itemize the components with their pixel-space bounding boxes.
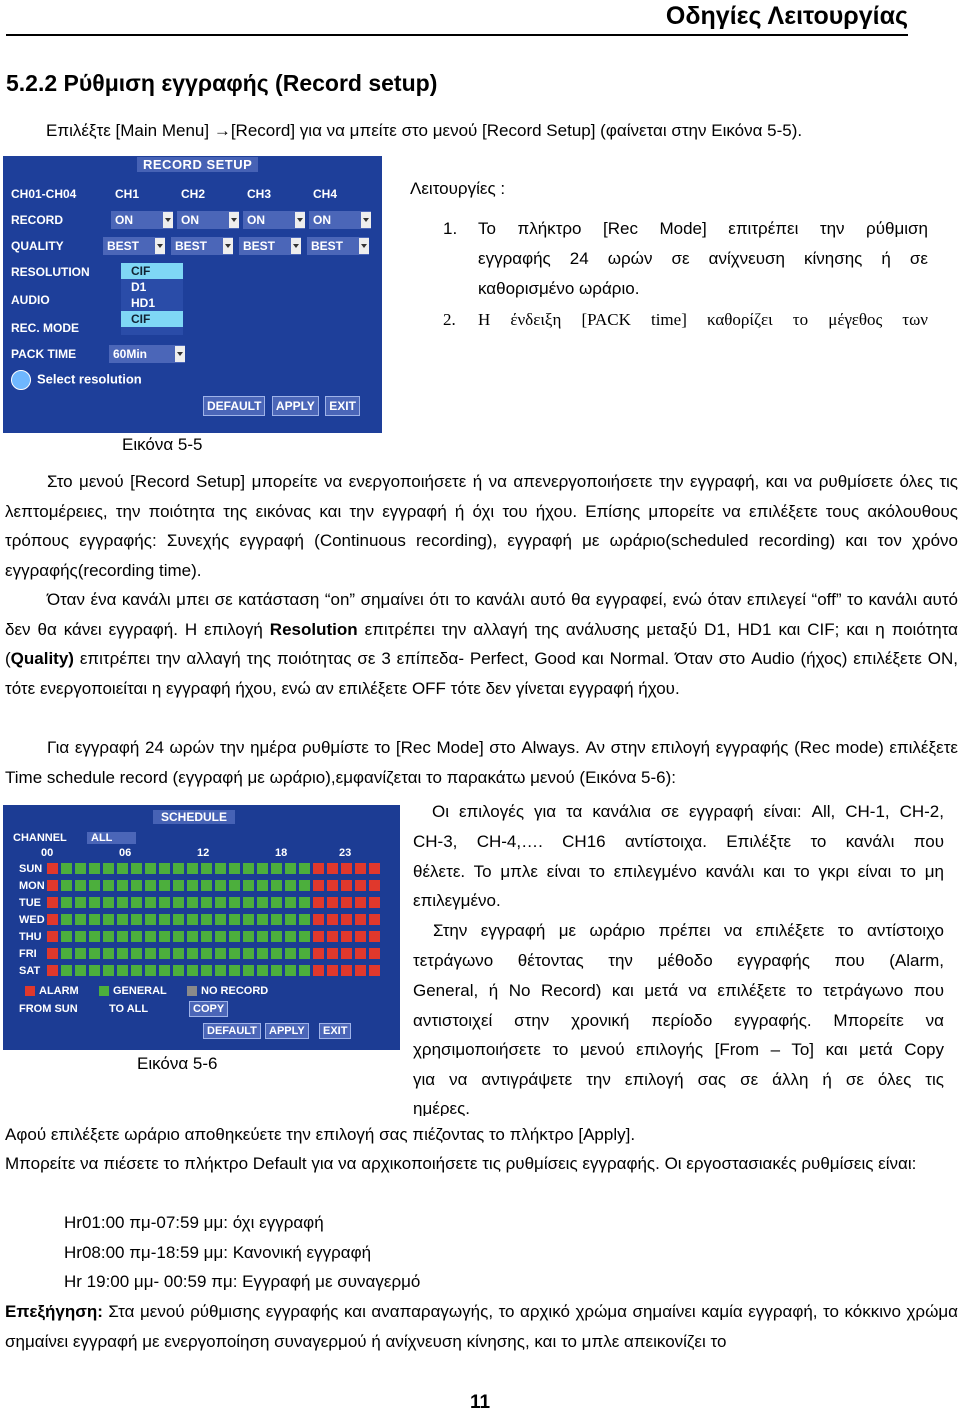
page-number: 11: [469, 1392, 491, 1413]
schedule-cell: [187, 863, 198, 874]
schedule-cell: [299, 948, 310, 959]
schedule-cell: [299, 931, 310, 942]
schedule-cell: [327, 948, 338, 959]
schedule-cell: [327, 897, 338, 908]
schedule-cell: [355, 914, 366, 925]
figure-caption: Εικόνα 5-5: [122, 435, 203, 454]
resolution-dropdown: [121, 263, 183, 335]
schedule-cell: [61, 948, 72, 959]
document-header-title: Οδηγίες Λειτουργίας: [665, 2, 908, 30]
record-setup-screenshot: [3, 156, 382, 433]
schedule-cell: [75, 914, 86, 925]
record-setup-buttons: [203, 396, 362, 416]
schedule-cell: [215, 914, 226, 925]
channel-label: CHANNEL: [13, 832, 67, 844]
schedule-cell: [131, 880, 142, 891]
schedule-cell: [327, 880, 338, 891]
schedule-cell: [117, 880, 128, 891]
schedule-cell: [229, 863, 240, 874]
channel-header: CH2: [181, 187, 206, 201]
schedule-cell: [159, 897, 170, 908]
schedule-cell: [131, 931, 142, 942]
schedule-cell: [201, 948, 212, 959]
schedule-cell: [369, 880, 380, 891]
resolution-option: D1: [131, 280, 147, 294]
schedule-cell: [201, 880, 212, 891]
schedule-cell: [159, 914, 170, 925]
quality-select: BEST: [307, 237, 369, 255]
schedule-cell: [103, 914, 114, 925]
channel-header-row: [3, 184, 382, 206]
schedule-cell: [313, 863, 324, 874]
schedule-text-line: επιλεγμένο.: [413, 891, 501, 910]
schedule-cell: [215, 880, 226, 891]
schedule-cell: [173, 863, 184, 874]
schedule-cell: [215, 897, 226, 908]
schedule-cell: [341, 863, 352, 874]
schedule-cell: [159, 880, 170, 891]
schedule-cell: [103, 880, 114, 891]
schedule-cell: [173, 965, 184, 976]
schedule-cell: [173, 948, 184, 959]
schedule-cell: [103, 948, 114, 959]
pack-time-label: PACK TIME: [11, 347, 77, 361]
schedule-cell: [103, 931, 114, 942]
schedule-cell: [341, 897, 352, 908]
schedule-cell: [89, 897, 100, 908]
schedule-cell: [89, 965, 100, 976]
schedule-cell: [243, 931, 254, 942]
schedule-cell: [313, 931, 324, 942]
schedule-cell: [201, 965, 212, 976]
schedule-cell: [103, 965, 114, 976]
schedule-cell: [257, 931, 268, 942]
schedule-cell: [89, 948, 100, 959]
schedule-cell: [47, 965, 58, 976]
schedule-cell: [313, 880, 324, 891]
schedule-cell: [215, 965, 226, 976]
schedule-cell: [271, 897, 282, 908]
hour-label: 12: [197, 847, 210, 859]
schedule-cell: [173, 880, 184, 891]
schedule-cell: [271, 914, 282, 925]
record-select: ON: [309, 211, 371, 229]
schedule-cell: [89, 880, 100, 891]
functions-heading: Λειτουργίες :: [410, 179, 506, 198]
schedule-cell: [47, 880, 58, 891]
resolution-option: CIF: [121, 263, 183, 279]
schedule-text-line: Οι επιλογές για τα κανάλια σε εγγραφή είναι: All, CH-1, CH-2,: [432, 802, 944, 821]
hour-label: 06: [119, 847, 132, 859]
schedule-cell: [159, 931, 170, 942]
schedule-cell: [117, 863, 128, 874]
schedule-cell: [187, 948, 198, 959]
hour-label: 23: [339, 847, 352, 859]
schedule-text-line: για να αντιγράψετε την επιλογή σας σε άλλη ή σε όλες τις: [413, 1070, 944, 1089]
schedule-cell: [369, 914, 380, 925]
default-paragraph: Μπορείτε να πιέσετε το πλήκτρο Default για να αρχικοποιήσετε τις ρυθμίσεις εγγραφής. Οι εργοστασιακές ρυθμίσεις είναι:: [5, 1154, 917, 1173]
schedule-cell: [131, 863, 142, 874]
day-label: FRI: [19, 948, 37, 960]
schedule-cell: [285, 914, 296, 925]
schedule-cell: [271, 948, 282, 959]
schedule-cell: [229, 965, 240, 976]
schedule-cell: [299, 914, 310, 925]
header-divider: [6, 34, 908, 36]
quality-select: BEST: [103, 237, 165, 255]
schedule-cell: [187, 880, 198, 891]
schedule-cell: [341, 948, 352, 959]
schedule-text-line: ημέρες.: [413, 1099, 470, 1116]
day-label: TUE: [19, 897, 41, 909]
resolution-row: [3, 262, 382, 284]
schedule-cell: [243, 965, 254, 976]
schedule-cell: [271, 863, 282, 874]
schedule-cell: [285, 948, 296, 959]
body-paragraph: Για εγγραφή 24 ωρών την ημέρα ρυθμίστε το [Rec Mode] στο Always. Αν στην επιλογή εγγραφής (Rec mode) επιλέξετε Time schedule record (εγγραφή με ωράριο),εμφανίζεται το παρακάτω μενού (Εικόνα 5-6):: [5, 738, 958, 787]
schedule-cell: [271, 965, 282, 976]
schedule-cell: [47, 931, 58, 942]
resolution-label: RESOLUTION: [11, 265, 90, 279]
pack-time-row: [3, 344, 382, 366]
schedule-cell: [341, 931, 352, 942]
schedule-cell: [229, 914, 240, 925]
schedule-cell: [173, 897, 184, 908]
audio-label: AUDIO: [11, 293, 50, 307]
channel-header: CH4: [313, 187, 338, 201]
schedule-cell: [131, 897, 142, 908]
schedule-cell: [327, 863, 338, 874]
schedule-text-line: Στην εγγραφή με ωράριο πρέπει να επιλέξετε το αντίστοιχο: [433, 921, 944, 940]
quality-select: BEST: [239, 237, 301, 255]
schedule-cell: [75, 931, 86, 942]
schedule-cell: [117, 965, 128, 976]
schedule-cell: [327, 931, 338, 942]
schedule-cell: [47, 897, 58, 908]
schedule-cell: [229, 897, 240, 908]
schedule-cell: [117, 931, 128, 942]
function-item-number: 2.: [443, 310, 456, 329]
globe-icon: [11, 370, 31, 390]
schedule-cell: [61, 880, 72, 891]
function-item-line: καθορισμένο ωράριο.: [478, 279, 640, 298]
function-item-line: εγγραφής 24 ωρών σε ανίχνευση κίνησης ή σε: [478, 249, 928, 268]
hour-label: 00: [41, 847, 54, 859]
schedule-text-line: θέλετε. Το μπλε είναι το επιλεγμένο κανάλι και το γκρι είναι το μη: [413, 862, 944, 881]
schedule-cell: [299, 965, 310, 976]
schedule-cell: [131, 948, 142, 959]
schedule-cell: [243, 863, 254, 874]
schedule-text-line: αντιστοιχεί στην χρονική περίοδο εγγραφής. Μπορείτε να: [413, 1011, 944, 1030]
hour-label: 18: [275, 847, 288, 859]
schedule-cell: [75, 948, 86, 959]
function-item-number: 1.: [443, 219, 458, 238]
schedule-cell: [201, 863, 212, 874]
schedule-cell: [369, 897, 380, 908]
record-setup-title: RECORD SETUP: [137, 157, 258, 172]
schedule-cell: [75, 880, 86, 891]
schedule-cell: [271, 880, 282, 891]
function-item-line: Η ένδειξη [PACK time] καθορίζει το μέγεθος των: [478, 310, 928, 329]
schedule-cell: [131, 914, 142, 925]
schedule-cell: [355, 931, 366, 942]
schedule-text-line: CH-3, CH-4,…. CH16 αντίστοιχα. Επιλέξτε το κανάλι που: [413, 832, 944, 851]
schedule-cell: [145, 880, 156, 891]
schedule-cell: [145, 931, 156, 942]
schedule-cell: [61, 931, 72, 942]
schedule-cell: [257, 914, 268, 925]
schedule-cell: [173, 931, 184, 942]
schedule-cell: [313, 948, 324, 959]
figure-caption: Εικόνα 5-6: [137, 1054, 218, 1073]
schedule-cell: [369, 948, 380, 959]
schedule-cell: [61, 965, 72, 976]
schedule-cell: [117, 914, 128, 925]
schedule-cell: [75, 897, 86, 908]
schedule-cell: [201, 897, 212, 908]
schedule-cell: [369, 931, 380, 942]
schedule-cell: [243, 897, 254, 908]
schedule-cell: [159, 948, 170, 959]
schedule-cell: [369, 965, 380, 976]
rec-mode-label: REC. MODE: [11, 321, 80, 335]
schedule-cell: [75, 863, 86, 874]
apply-note: Αφού επιλέξετε ωράριο αποθηκεύετε την επιλογή σας πιέζοντας το πλήκτρο [Apply].: [5, 1125, 636, 1144]
schedule-screenshot: [3, 805, 400, 1050]
schedule-cell: [271, 931, 282, 942]
schedule-cell: [355, 948, 366, 959]
record-select: ON: [243, 211, 305, 229]
rec-mode-row: [3, 318, 382, 340]
schedule-cell: [299, 863, 310, 874]
default-button: DEFAULT: [203, 396, 265, 416]
pack-time-select: 60Min: [109, 345, 185, 363]
channel-group-label: CH01-CH04: [11, 187, 77, 201]
audio-row: [3, 290, 382, 312]
day-label: THU: [19, 931, 42, 943]
schedule-cell: [61, 914, 72, 925]
quality-label: QUALITY: [11, 239, 64, 253]
schedule-cell: [145, 965, 156, 976]
quality-select: BEST: [171, 237, 233, 255]
schedule-cell: [187, 897, 198, 908]
schedule-cell: [369, 863, 380, 874]
apply-button: APPLY: [265, 1023, 309, 1039]
schedule-cell: [215, 948, 226, 959]
section-title: 5.2.2 Ρύθμιση εγγραφής (Record setup): [6, 70, 438, 96]
channel-header: CH1: [115, 187, 140, 201]
day-label: SUN: [19, 863, 43, 875]
schedule-cell: [215, 931, 226, 942]
body-paragraph: Όταν ένα κανάλι μπει σε κατάσταση “on” σημαίνει ότι το κανάλι αυτό θα εγγραφεί, ενώ όταν επιλεγεί “off” το κανάλι αυτό δεν θα κάνει εγγραφή. Η επιλογή Resolution επιτρέπει την αλλαγή της ανάλυσης μεταξύ D1, HD1 και CIF; και η ποιότητα (Quality) επιτρέπει την αλλαγή της ποιότητας σε 3 επίπεδα- Perfect, Good και Normal. Όταν στο Audio (ήχος) επιλέξετε ON, τότε ενεργοποιείται η εγγραφή ήχου, ενώ αν επιλέξετε OFF τότε δεν γίνεται εγγραφή ήχου.: [5, 590, 958, 698]
schedule-cell: [285, 863, 296, 874]
default-setting: Hr01:00 πμ-07:59 μμ: όχι εγγραφή: [64, 1213, 324, 1232]
schedule-cell: [215, 863, 226, 874]
schedule-cell: [299, 880, 310, 891]
explanation-paragraph: Επεξήγηση: Στα μενού ρύθμισης εγγραφής και αναπαραγωγής, το αρχικό χρώμα σημαίνει καμία εγγραφή, το κόκκινο χρώμα σημαίνει εγγραφή με ενεργοποίηση συναγερμού ή ανίχνευση κίνησης, και το μπλε απεικονίζει το: [5, 1302, 958, 1351]
schedule-cell: [355, 965, 366, 976]
schedule-cell: [89, 931, 100, 942]
schedule-title: SCHEDULE: [153, 810, 235, 824]
schedule-cell: [243, 914, 254, 925]
schedule-cell: [341, 880, 352, 891]
schedule-text-line: χρησιμοποιήσετε το μενού επιλογής [From – To] και μετά Copy: [413, 1040, 944, 1059]
schedule-cell: [229, 931, 240, 942]
to-label: TO ALL: [109, 1003, 149, 1015]
legend-alarm: ALARM: [25, 985, 79, 997]
schedule-cell: [89, 914, 100, 925]
schedule-cell: [103, 863, 114, 874]
day-label: MON: [19, 880, 45, 892]
day-label: SAT: [19, 965, 41, 977]
schedule-cell: [341, 914, 352, 925]
schedule-text-line: τετράγωνο θέτοντας την μέθοδο εγγραφής που (Alarm,: [413, 951, 944, 970]
schedule-cell: [103, 897, 114, 908]
apply-button: APPLY: [272, 396, 319, 416]
schedule-cell: [243, 880, 254, 891]
schedule-cell: [159, 863, 170, 874]
schedule-cell: [89, 863, 100, 874]
schedule-cell: [61, 863, 72, 874]
schedule-cell: [117, 948, 128, 959]
legend-general: GENERAL: [99, 985, 167, 997]
schedule-cell: [117, 897, 128, 908]
schedule-cell: [243, 948, 254, 959]
schedule-cell: [257, 897, 268, 908]
select-resolution-hint: Select resolution: [11, 370, 142, 390]
schedule-cell: [201, 931, 212, 942]
schedule-cell: [47, 948, 58, 959]
resolution-option: CIF: [121, 311, 183, 327]
default-setting: Hr 19:00 μμ- 00:59 πμ: Εγγραφή με συναγερμό: [64, 1272, 421, 1291]
schedule-cell: [355, 863, 366, 874]
schedule-cell: [313, 897, 324, 908]
schedule-cell: [201, 914, 212, 925]
schedule-cell: [159, 965, 170, 976]
schedule-cell: [47, 914, 58, 925]
schedule-cell: [355, 897, 366, 908]
schedule-cell: [187, 931, 198, 942]
record-select: ON: [177, 211, 239, 229]
schedule-text-line: General, ή No Record) και μετά να επιλέξετε το τετράγωνο που: [413, 981, 944, 1000]
resolution-option: HD1: [131, 296, 156, 310]
schedule-cell: [327, 914, 338, 925]
schedule-cell: [173, 914, 184, 925]
schedule-cell: [145, 897, 156, 908]
default-button: DEFAULT: [203, 1023, 261, 1039]
function-item-line: Το πλήκτρο [Rec Mode] επιτρέπει την ρύθμιση: [478, 219, 928, 238]
schedule-cell: [257, 965, 268, 976]
schedule-cell: [145, 914, 156, 925]
schedule-cell: [61, 897, 72, 908]
schedule-cell: [257, 863, 268, 874]
schedule-cell: [257, 880, 268, 891]
schedule-cell: [229, 880, 240, 891]
schedule-cell: [285, 965, 296, 976]
schedule-cell: [131, 965, 142, 976]
schedule-cell: [327, 965, 338, 976]
schedule-cell: [341, 965, 352, 976]
schedule-cell: [313, 965, 324, 976]
schedule-cell: [257, 948, 268, 959]
exit-button: EXIT: [325, 396, 360, 416]
exit-button: EXIT: [319, 1023, 351, 1039]
quality-row: [3, 236, 382, 258]
schedule-cell: [75, 965, 86, 976]
default-setting: Hr08:00 πμ-18:59 μμ: Κανονική εγγραφή: [64, 1243, 372, 1262]
record-row: [3, 210, 382, 232]
from-label: FROM SUN: [19, 1003, 78, 1015]
schedule-cell: [285, 880, 296, 891]
legend-no-record: NO RECORD: [187, 985, 268, 997]
schedule-cell: [145, 948, 156, 959]
body-paragraph: Στο μενού [Record Setup] μπορείτε να ενεργοποιήσετε ή να απενεργοποιήσετε την εγγραφή, και να ρυθμίσετε όλες τις λεπτομέρειες, την ποιότητα της εικόνας και την εγγραφή ή όχι του ήχου. Επίσης μπορείτε να επιλέξετε τους ακόλουθους τρόπους εγγραφής: Συνεχής εγγραφή (Continuous recording), εγγραφή με ωράριο(scheduled recording) και τον χρόνο εγγραφής(recording time).: [5, 472, 958, 580]
schedule-cell: [145, 863, 156, 874]
channel-select: ALL: [87, 832, 136, 844]
schedule-cell: [313, 914, 324, 925]
record-select: ON: [111, 211, 173, 229]
schedule-cell: [229, 948, 240, 959]
schedule-cell: [299, 897, 310, 908]
channel-header: CH3: [247, 187, 272, 201]
schedule-cell: [187, 914, 198, 925]
day-label: WED: [19, 914, 45, 926]
schedule-cell: [285, 931, 296, 942]
copy-button: COPY: [189, 1001, 228, 1017]
record-label: RECORD: [11, 213, 64, 227]
section-intro: Επιλέξτε [Main Menu] →[Record] για να μπείτε στο μενού [Record Setup] (φαίνεται στην Εικόνα 5-5).: [46, 121, 803, 140]
schedule-cell: [355, 880, 366, 891]
schedule-cell: [187, 965, 198, 976]
schedule-cell: [47, 863, 58, 874]
schedule-cell: [285, 897, 296, 908]
